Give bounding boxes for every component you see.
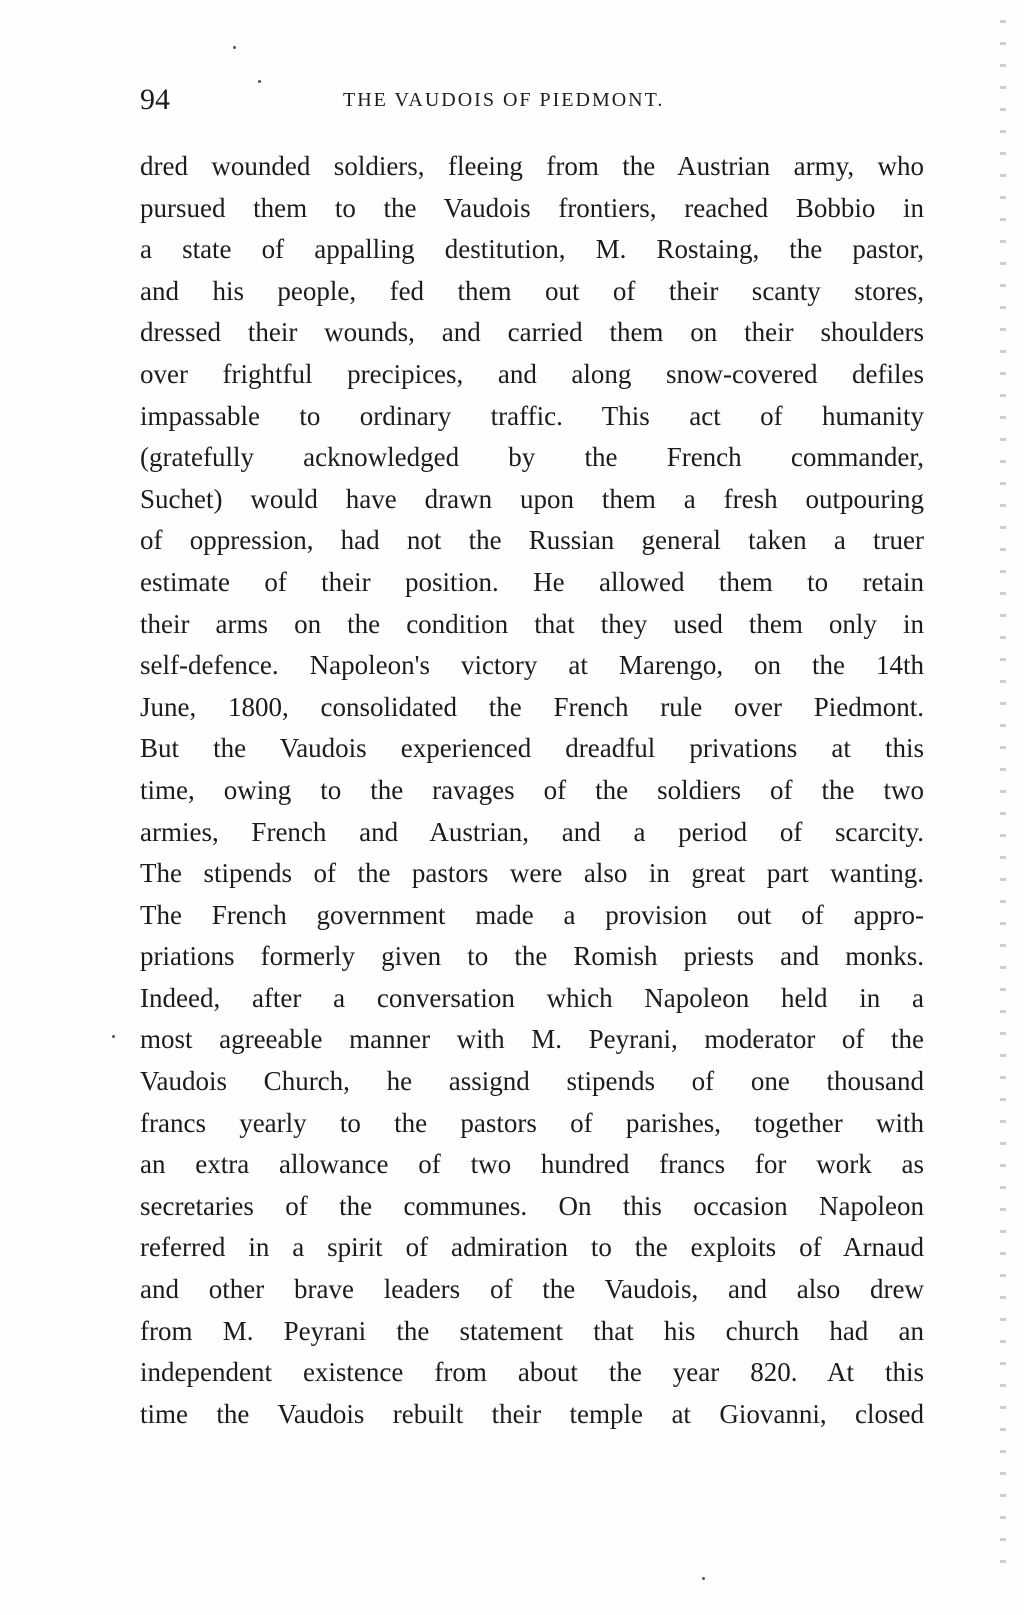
text-line: self-defence. Napoleon's victory at Marengo, on the 14th [140,650,924,681]
text-line: dred wounded soldiers, fleeing from the Austrian army, who [140,151,924,181]
text-line: over frightful precipices, and along snow-covered defiles [140,358,924,389]
text-line: a state of appalling destitution, M. Rostaing, the pastor, [140,234,924,265]
text-line: (gratefully acknowledged by the French commander, [140,442,924,473]
stray-mark [702,1577,705,1580]
running-title: THE VAUDOIS OF PIEDMONT. [343,89,665,111]
text-line: and other brave leaders of the Vaudois, and also drew [140,1274,924,1305]
text-line: an extra allowance of two hundred francs for work as [140,1149,924,1180]
text-line: dressed their wounds, and carried them on their shoulders [140,317,924,348]
text-line: their arms on the condition that they used them only in [140,608,924,639]
text-line: pursued them to the Vaudois frontiers, reached Bobbio in [140,192,924,223]
text-line: impassable to ordinary traffic. This act of humanity [140,400,924,431]
text-line: time the Vaudois rebuilt their temple at Giovanni, closed [140,1398,924,1429]
text-line: and his people, fed them out of their scanty stores, [140,275,924,306]
text-line: estimate of their position. He allowed them to retain [140,566,924,597]
page-edge-scan-marks [1000,20,1006,1580]
page-header [140,80,940,120]
text-line: from M. Peyrani the statement that his church had an [140,1315,924,1346]
text-line: independent existence from about the year 820. At this [140,1357,924,1388]
text-line: The French government made a provision out of appro- [140,899,924,930]
text-line: June, 1800, consolidated the French rule over Piedmont. [140,691,924,722]
text-line: secretaries of the communes. On this occasion Napoleon [140,1190,924,1221]
stray-mark [112,1035,115,1038]
body-text [140,146,924,1435]
text-line: time, owing to the ravages of the soldiers of the two [140,774,924,805]
text-line: priations formerly given to the Romish priests and monks. [140,941,924,972]
text-line: most agreeable manner with M. Peyrani, moderator of the [140,1024,924,1055]
stray-mark [258,80,261,83]
text-line: of oppression, had not the Russian general taken a truer [140,525,924,556]
text-line: armies, French and Austrian, and a period of scarcity. [140,816,924,847]
stray-mark [233,46,236,49]
text-line: The stipends of the pastors were also in great part wanting. [140,858,924,889]
text-line: Suchet) would have drawn upon them a fresh outpouring [140,483,924,514]
text-line: Indeed, after a conversation which Napoleon held in a [140,982,924,1013]
text-line: But the Vaudois experienced dreadful privations at this [140,733,924,764]
text-line: referred in a spirit of admiration to the exploits of Arnaud [140,1232,924,1263]
text-line: Vaudois Church, he assignd stipends of one thousand [140,1066,924,1097]
page-number: 94 [140,83,170,116]
text-line: francs yearly to the pastors of parishes, together with [140,1107,924,1138]
